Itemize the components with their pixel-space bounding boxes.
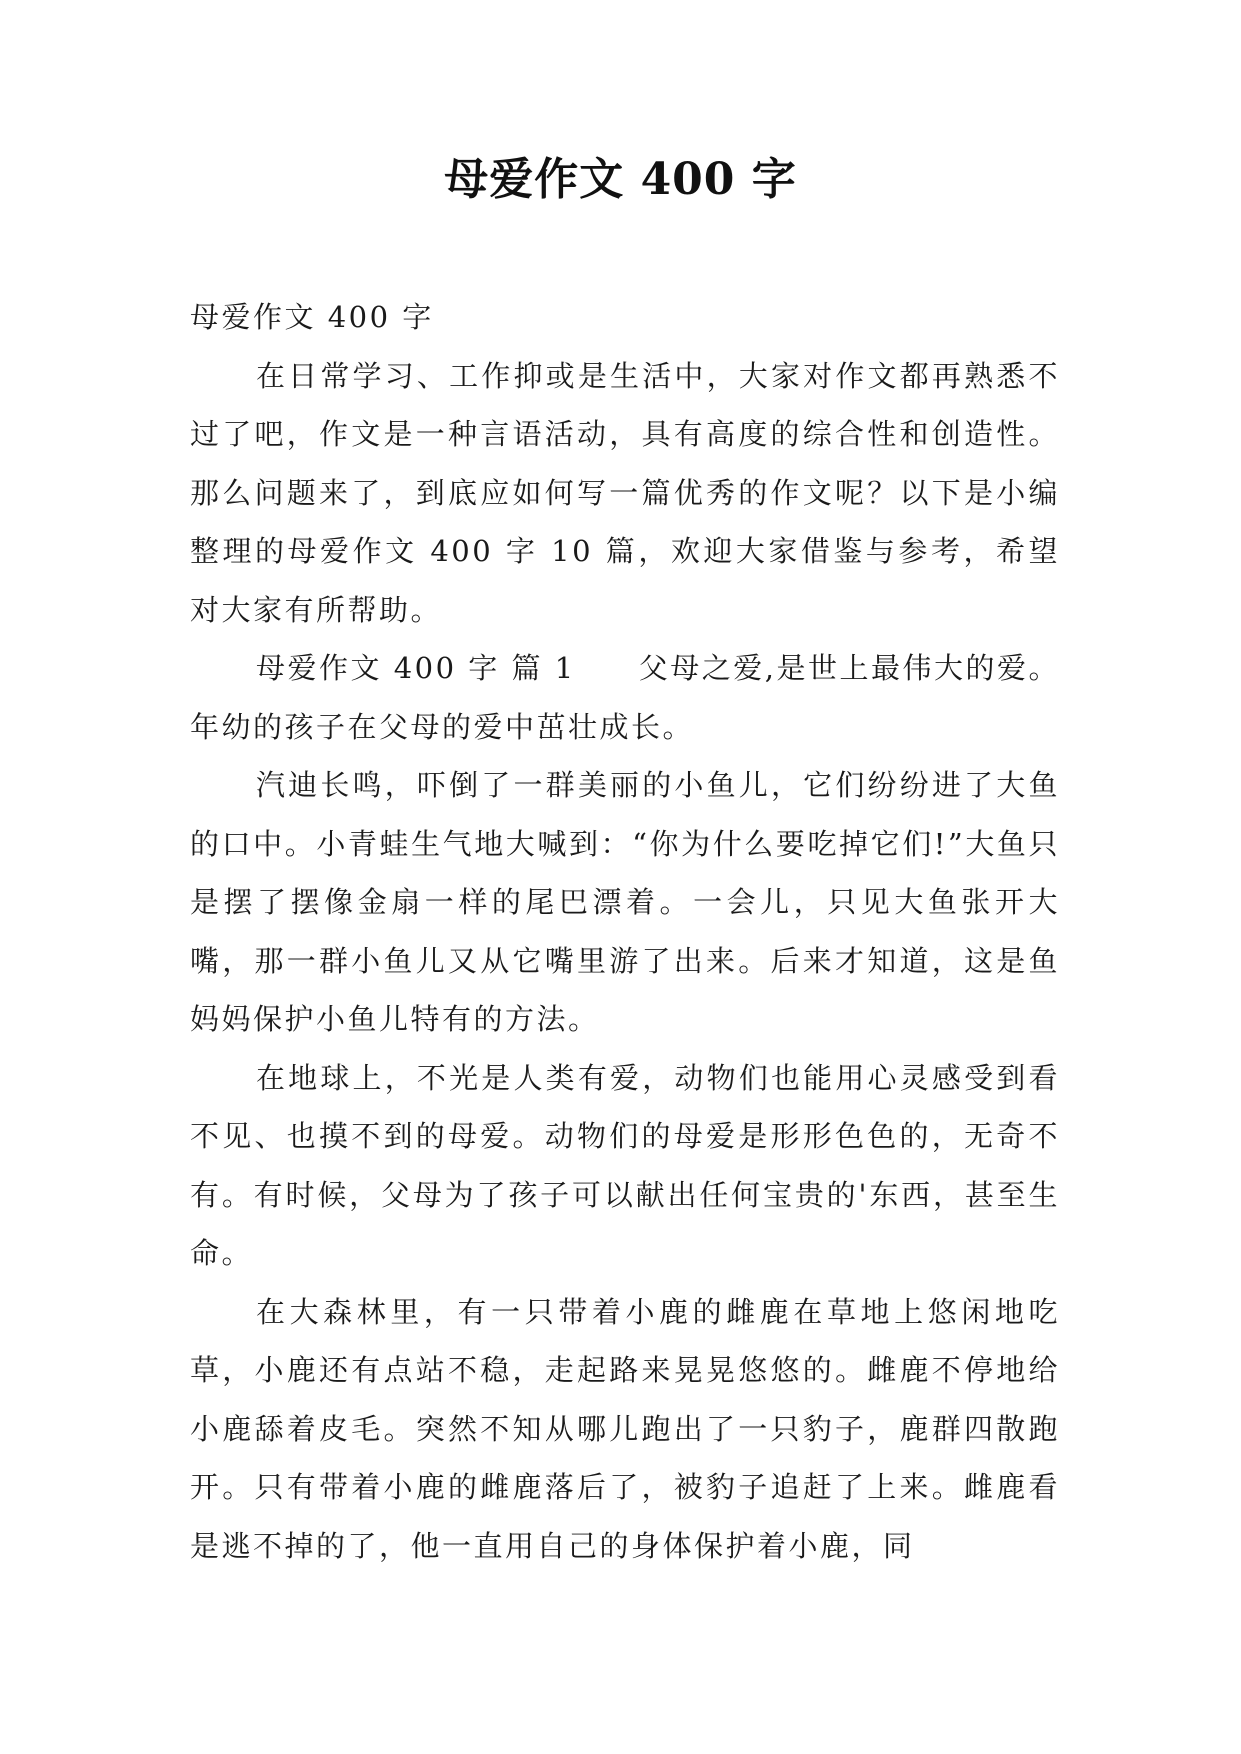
paragraph: 在日常学习、工作抑或是生活中，大家对作文都再熟悉不过了吧，作文是一种言语活动，具有高度的综合性和创造性。那么问题来了，到底应如何写一篇优秀的作文呢？以下是小编整理的母爱作文 400 字 10 篇，欢迎大家借鉴与参考，希望对大家有所帮助。: [190, 358, 1060, 627]
paragraph: 在地球上，不光是人类有爱，动物们也能用心灵感受到看不见、也摸不到的母爱。动物们的母爱是形形色色的，无奇不有。有时候，父母为了孩子可以献出任何宝贵的'东西，甚至生命。: [190, 1060, 1060, 1270]
paragraph: 汽迪长鸣，吓倒了一群美丽的小鱼儿，它们纷纷进了大鱼的口中。小青蛙生气地大喊到：“你为什么要吃掉它们!”大鱼只是摆了摆像金扇一样的尾巴漂着。一会儿，只见大鱼张开大嘴，那一群小鱼儿又从它嘴里游了出来。后来才知道，这是鱼妈妈保护小鱼儿特有的方法。: [190, 768, 1060, 1036]
document-body: [190, 288, 1060, 1575]
paragraph-heading: 母爱作文 400 字: [190, 300, 434, 334]
page-title: 母爱作文 400 字: [444, 154, 797, 205]
paragraph: 在大森林里，有一只带着小鹿的雌鹿在草地上悠闲地吃草，小鹿还有点站不稳，走起路来晃晃悠悠的。雌鹿不停地给小鹿舔着皮毛。突然不知从哪儿跑出了一只豹子，鹿群四散跑开。只有带着小鹿的雌鹿落后了，被豹子追赶了上来。雌鹿看是逃不掉的了，他一直用自己的身体保护着小鹿，同: [190, 1294, 1060, 1563]
paragraph: 母爱作文 400 字 篇 1 父母之爱,是世上最伟大的爱。年幼的孩子在父母的爱中茁壮成长。: [190, 651, 1060, 744]
